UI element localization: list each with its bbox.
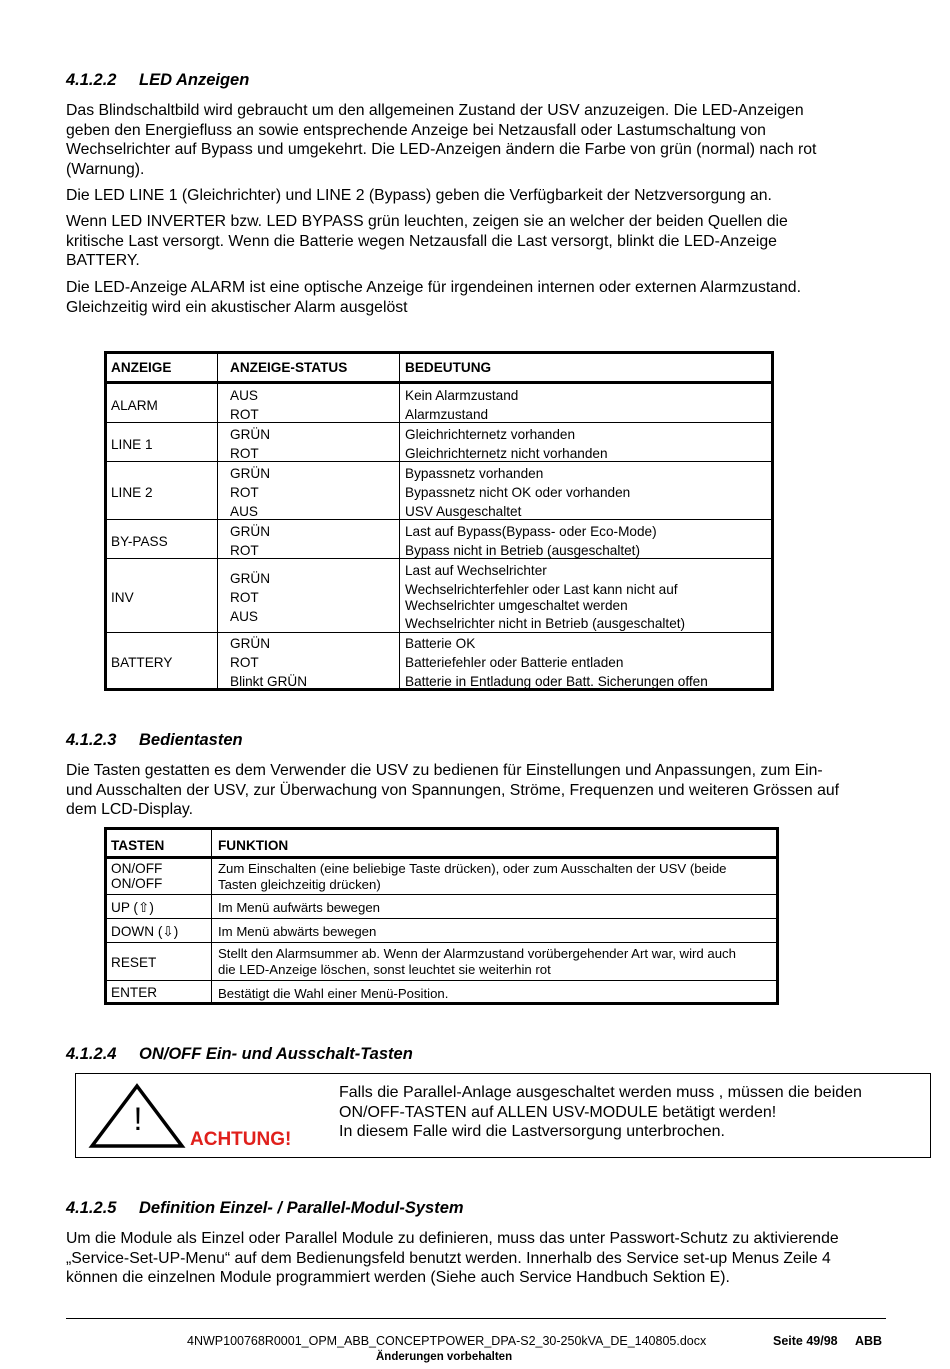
header-tasten: TASTEN — [111, 838, 165, 853]
text-line: Die LED-Anzeige ALARM ist eine optische Anzeige für irgendeinen internen oder externen Alarmzustand. — [66, 279, 801, 296]
led-meaning: Gleichrichternetz nicht vorhanden — [405, 446, 608, 461]
led-name-bypass: BY-PASS — [111, 534, 168, 549]
led-status: AUS — [230, 388, 258, 403]
row-divider — [107, 918, 776, 919]
led-status: GRÜN — [230, 427, 271, 442]
paragraph-definition — [66, 1229, 839, 1288]
text-line: können die einzelnen Module programmiert werden (Siehe auch Service Handbuch Sektion E). — [66, 1269, 730, 1286]
paragraph-keys — [66, 761, 839, 820]
row-divider — [107, 980, 776, 981]
text-line: dem LCD-Display. — [66, 801, 193, 818]
led-status: ROT — [230, 655, 259, 670]
led-status: GRÜN — [230, 524, 271, 539]
led-meaning: Batterie OK — [405, 636, 476, 651]
section-number: 4.1.2.5 — [66, 1199, 117, 1217]
led-status: ROT — [230, 446, 259, 461]
key-function: Im Menü abwärts bewegen — [218, 924, 377, 939]
row-divider — [107, 422, 771, 423]
text-line: geben den Energiefluss an sowie entsprechende Anzeige bei Netzausfall oder Lastumschaltung von — [66, 121, 766, 139]
text-line: Die LED LINE 1 (Gleichrichter) und LINE 2 (Bypass) geben die Verfügbarkeit der Netzversorgung an. — [66, 187, 772, 204]
led-meaning: Last auf Bypass(Bypass- oder Eco-Mode) — [405, 524, 657, 539]
footer-page: Seite 49/98 — [773, 1334, 838, 1348]
section-heading-led — [66, 71, 249, 90]
header-anzeige: ANZEIGE — [111, 360, 172, 375]
led-status: GRÜN — [230, 636, 271, 651]
key-name: UP (⇧) — [111, 900, 154, 915]
warning-label: ACHTUNG! — [190, 1129, 292, 1150]
header-status: ANZEIGE-STATUS — [230, 360, 348, 375]
led-status: GRÜN — [230, 466, 271, 481]
text-line: Das Blindschaltbild wird gebraucht um den allgemeinen Zustand der USV anzuzeigen. Die LED-Anzeigen — [66, 102, 804, 119]
header-funktion: FUNKTION — [218, 838, 289, 853]
key-function: Im Menü aufwärts bewegen — [218, 900, 380, 915]
paragraph-led-3 — [66, 212, 788, 271]
header-divider — [107, 856, 776, 859]
text-line: Die Tasten gestatten es dem Verwender die USV zu bedienen für Einstellungen und Anpassungen, zum Ein- — [66, 762, 823, 779]
key-function: Zum Einschalten (eine beliebige Taste drücken), oder zum Ausschalten der USV (beide — [218, 861, 727, 876]
section-heading-definition — [66, 1199, 464, 1218]
row-divider — [107, 519, 771, 520]
footer-note: Änderungen vorbehalten — [376, 1351, 513, 1363]
warning-box — [75, 1073, 931, 1158]
text-line: Um die Module als Einzel oder Parallel Module zu definieren, muss das unter Passwort-Schutz zu aktivierende — [66, 1230, 839, 1247]
text-line: und Ausschalten der USV, zur Überwachung von Spannungen, Ströme, Frequenzen und weiteren Grössen auf — [66, 781, 840, 799]
led-meaning: Bypassnetz vorhanden — [405, 466, 544, 481]
section-title: LED Anzeigen — [139, 71, 250, 89]
text-line: Wenn LED INVERTER bzw. LED BYPASS grün leuchten, zeigen sie an welcher der beiden Quellen die — [66, 213, 788, 230]
footer-docname: 4NWP100768R0001_OPM_ABB_CONCEPTPOWER_DPA-S2_30-250kVA_DE_140805.docx — [187, 1334, 707, 1348]
key-function: Stellt den Alarmsummer ab. Wenn der Alarmzustand vorübergehender Art war, wird auch — [218, 946, 736, 961]
led-status: ROT — [230, 543, 259, 558]
led-name-battery: BATTERY — [111, 655, 173, 670]
text-line: Gleichzeitig wird ein akustischer Alarm ausgelöst — [66, 298, 408, 316]
led-status: ROT — [230, 590, 259, 605]
led-status: Blinkt GRÜN — [230, 674, 308, 689]
footer-rule — [66, 1318, 886, 1319]
key-function: Bestätigt die Wahl einer Menü-Position. — [218, 986, 449, 1001]
section-number: 4.1.2.2 — [66, 71, 117, 89]
section-heading-onoff — [66, 1045, 413, 1064]
header-bedeutung: BEDEUTUNG — [405, 360, 492, 375]
row-divider — [107, 894, 776, 895]
led-meaning: Wechselrichter nicht in Betrieb (ausgeschaltet) — [405, 616, 686, 631]
led-name-line2: LINE 2 — [111, 485, 153, 500]
key-name: ON/OFF — [111, 876, 163, 891]
text-line: Wechselrichter auf Bypass und umgekehrt. Die LED-Anzeigen ändern die Farbe von grün (normal) nach rot — [66, 141, 817, 158]
column-divider — [399, 354, 400, 688]
led-meaning: Gleichrichternetz vorhanden — [405, 427, 576, 442]
paragraph-led-2 — [66, 186, 772, 206]
keys-table — [104, 827, 779, 1005]
led-status: GRÜN — [230, 571, 271, 586]
led-table — [104, 351, 774, 691]
section-title: Definition Einzel- / Parallel-Modul-System — [139, 1199, 464, 1217]
header-divider — [107, 381, 771, 384]
led-meaning: Wechselrichterfehler oder Last kann nicht auf — [405, 582, 678, 597]
led-meaning: Kein Alarmzustand — [405, 388, 519, 403]
section-title: ON/OFF Ein- und Ausschalt-Tasten — [139, 1045, 413, 1063]
key-function: Tasten gleichzeitig drücken) — [218, 877, 381, 892]
key-name: DOWN (⇩) — [111, 924, 179, 939]
led-status: AUS — [230, 609, 258, 624]
key-function: die LED-Anzeige löschen, sonst leuchtet sie weiterhin rot — [218, 962, 551, 977]
section-number: 4.1.2.3 — [66, 731, 117, 749]
text-line: In diesem Falle wird die Lastversorgung unterbrochen. — [339, 1123, 725, 1140]
row-divider — [107, 942, 776, 943]
paragraph-led-1 — [66, 101, 816, 179]
key-name: RESET — [111, 955, 157, 970]
warning-text — [339, 1083, 862, 1142]
text-line: ON/OFF-TASTEN auf ALLEN USV-MODULE betätigt werden! — [339, 1103, 777, 1121]
section-heading-keys — [66, 731, 243, 750]
led-name-inv: INV — [111, 590, 134, 605]
section-number: 4.1.2.4 — [66, 1045, 117, 1063]
led-status: ROT — [230, 407, 259, 422]
text-line: BATTERY. — [66, 252, 140, 269]
led-meaning: Batterie in Entladung oder Batt. Sicherungen offen — [405, 674, 708, 689]
led-meaning: Alarmzustand — [405, 407, 489, 422]
warning-exclamation: ! — [133, 1101, 143, 1137]
text-line: Falls die Parallel-Anlage ausgeschaltet werden muss , müssen die beiden — [339, 1084, 862, 1101]
row-divider — [107, 461, 771, 462]
footer-brand: ABB — [855, 1334, 883, 1348]
text-line: „Service-Set-UP-Menu“ auf dem Bedienungsfeld benutzt werden. Innerhalb des Service set-up Menus Zeile 4 — [66, 1249, 831, 1267]
led-status: ROT — [230, 485, 259, 500]
led-meaning: Bypass nicht in Betrieb (ausgeschaltet) — [405, 543, 640, 558]
row-divider — [107, 558, 771, 559]
key-name: ENTER — [111, 985, 158, 1000]
led-meaning: Wechselrichter umgeschaltet werden — [405, 598, 628, 613]
column-divider — [217, 354, 218, 688]
led-name-line1: LINE 1 — [111, 437, 153, 452]
key-name: ON/OFF — [111, 861, 163, 876]
led-meaning: Last auf Wechselrichter — [405, 563, 547, 578]
led-status: AUS — [230, 504, 258, 519]
led-name-alarm: ALARM — [111, 398, 158, 413]
section-title: Bedientasten — [139, 731, 243, 749]
text-line: kritische Last versorgt. Wenn die Batterie wegen Netzausfall die Last versorgt, blinkt die LED-Anzeige — [66, 232, 777, 250]
text-line: (Warnung). — [66, 160, 145, 178]
led-meaning: USV Ausgeschaltet — [405, 504, 522, 519]
led-meaning: Bypassnetz nicht OK oder vorhanden — [405, 485, 631, 500]
row-divider — [107, 632, 771, 633]
paragraph-led-4 — [66, 278, 801, 317]
led-meaning: Batteriefehler oder Batterie entladen — [405, 655, 624, 670]
